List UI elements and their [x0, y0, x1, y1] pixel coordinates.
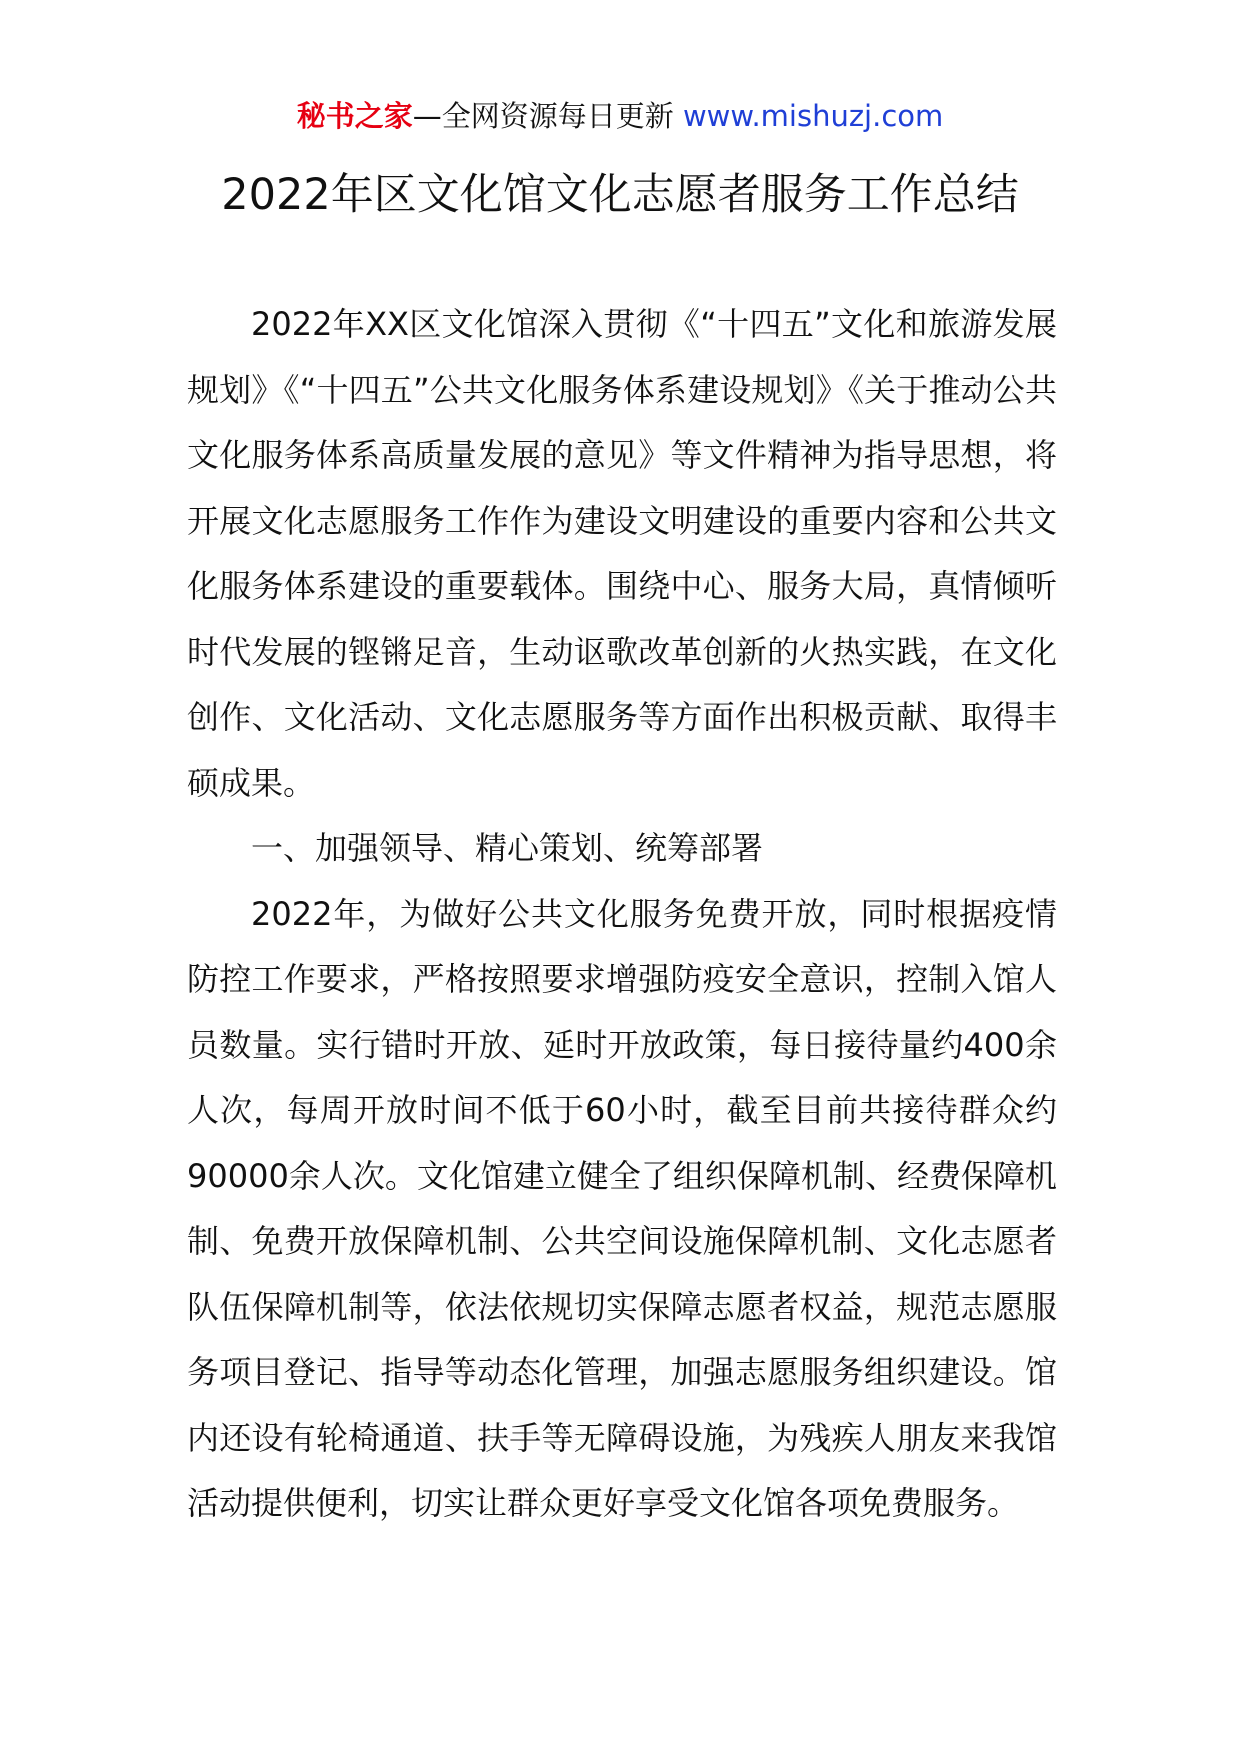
- section-paragraph: 2022年，为做好公共文化服务免费开放，同时根据疫情防控工作要求，严格按照要求增强防疫安全意识，控制入馆人员数量。实行错时开放、延时开放政策，每日接待量约400余人次，每周开放时间不低于60小时，截至目前共接待群众约90000余人次。文化馆建立健全了组织保障机制、经费保障机制、免费开放保障机制、公共空间设施保障机制、文化志愿者队伍保障机制等，依法依规切实保障志愿者权益，规范志愿服务项目登记、指导等动态化管理，加强志愿服务组织建设。馆内还设有轮椅通道、扶手等无障碍设施，为残疾人朋友来我馆活动提供便利，切实让群众更好享受文化馆各项免费服务。: [187, 894, 1057, 1522]
- site-url-link[interactable]: www.mishuzj.com: [682, 99, 944, 133]
- intro-paragraph: 2022年XX区文化馆深入贯彻《“十四五”文化和旅游发展规划》《“十四五”公共文化服务体系建设规划》《关于推动公共文化服务体系高质量发展的意见》等文件精神为指导思想，将开展文化志愿服务工作作为建设文明建设的重要内容和公共文化服务体系建设的重要载体。围绕中心、服务大局，真情倾听时代发展的铿锵足音，生动讴歌改革创新的火热实践，在文化创作、文化活动、文化志愿服务等方面作出积极贡献、取得丰硕成果。: [187, 305, 1057, 802]
- header-tagline: —全网资源每日更新: [412, 99, 674, 133]
- section-heading: 一、加强领导、精心策划、统筹部署: [251, 829, 764, 867]
- document-body: [187, 292, 1057, 1537]
- brand-name: 秘书之家: [296, 99, 413, 133]
- document-title: 2022年区文化馆文化志愿者服务工作总结: [221, 170, 1019, 220]
- watermark-header: [0, 96, 1240, 136]
